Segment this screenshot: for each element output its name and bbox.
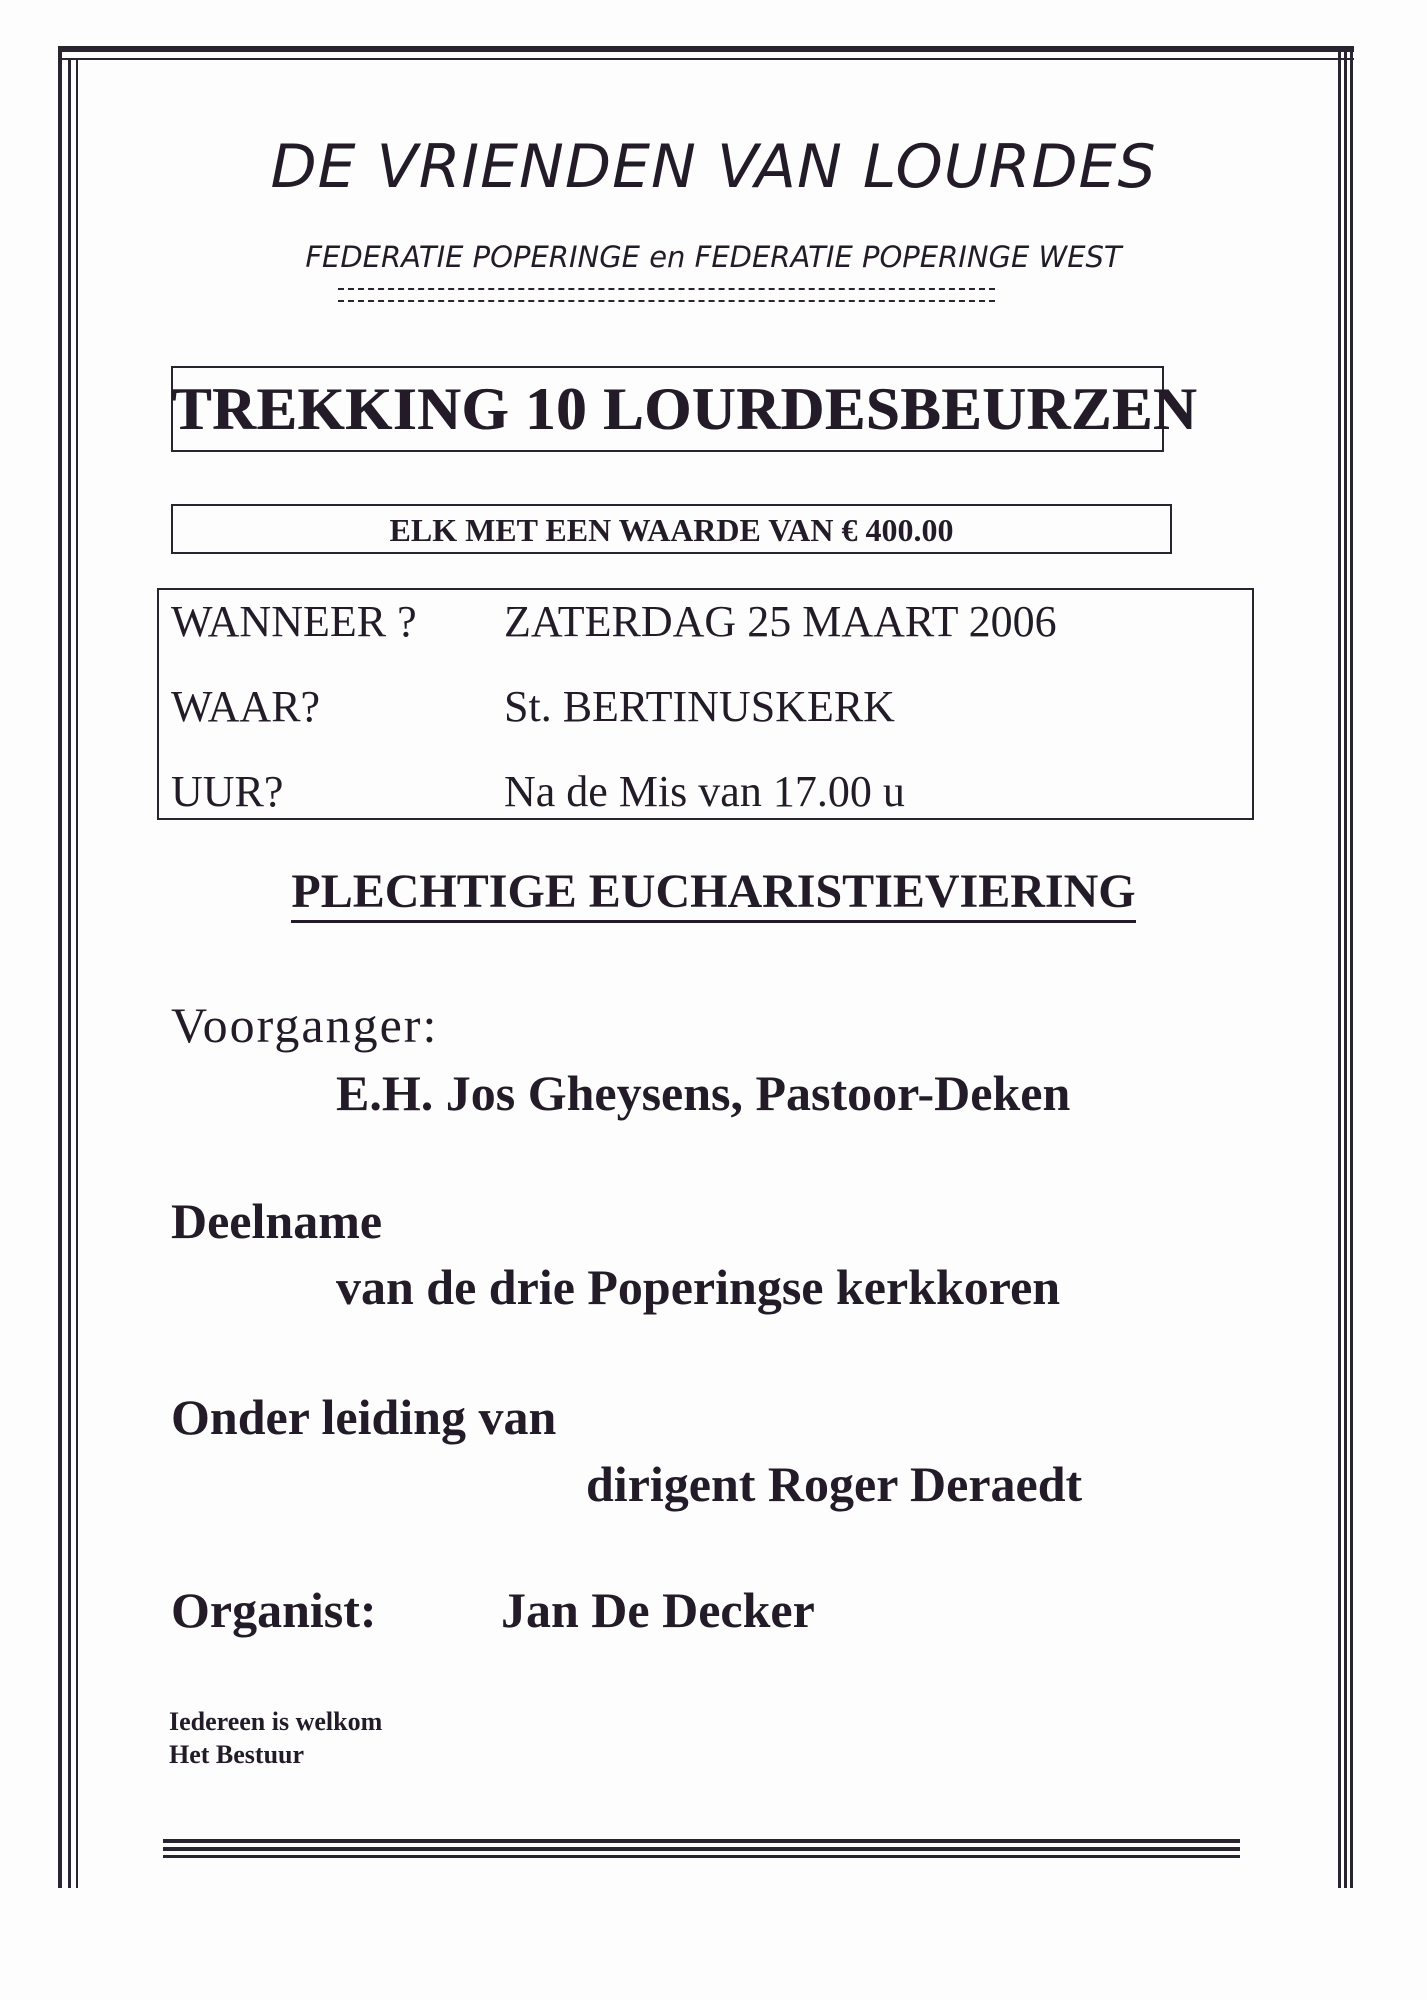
frame-right-line [1338,46,1341,1888]
bottom-rule-2 [163,1847,1240,1851]
when-label: WANNEER ? [171,597,417,646]
time-value: Na de Mis van 17.00 u [504,767,905,816]
time-label: UUR? [171,767,284,816]
bottom-rule [163,1839,1240,1843]
organist-value: Jan De Decker [501,1582,815,1638]
organization-subtitle: FEDERATIE POPERINGE en FEDERATIE POPERINGE WEST [305,240,1122,274]
draw-title: TREKKING 10 LOURDESBEURZEN [171,376,1198,442]
welcome-text: Iedereen is welkom [169,1707,383,1736]
where-value: St. BERTINUSKERK [504,682,895,731]
presider-label: Voorganger: [171,997,439,1053]
frame-right-line-inner-2 [1350,46,1353,1888]
when-value: ZATERDAG 25 MAART 2006 [504,597,1057,646]
value-line: ELK MET EEN WAARDE VAN € 400.00 [389,512,954,548]
frame-top-line-inner [62,58,1354,60]
participation-label: Deelname [171,1193,383,1249]
organist-label: Organist: [171,1582,377,1638]
frame-left-line-inner [68,60,71,1888]
organization-title: DE VRIENDEN VAN LOURDES [270,132,1157,202]
frame-left-line-inner-2 [76,60,78,1888]
frame-left-line [58,46,62,1888]
celebration-heading [0,864,1427,919]
where-label: WAAR? [171,682,321,731]
board-signature: Het Bestuur [169,1740,305,1769]
header-divider [338,288,995,302]
participation-value: van de drie Poperingse kerkkoren [336,1259,1061,1315]
frame-right-line-inner [1344,46,1347,1888]
celebration-title: PLECHTIGE EUCHARISTIEVIERING [291,865,1135,923]
bottom-rule-3 [163,1855,1240,1858]
frame-top-line [62,46,1354,52]
presider-value: E.H. Jos Gheysens, Pastoor-Deken [336,1065,1071,1121]
direction-value: dirigent Roger Deraedt [586,1456,1083,1512]
direction-label: Onder leiding van [171,1389,557,1445]
